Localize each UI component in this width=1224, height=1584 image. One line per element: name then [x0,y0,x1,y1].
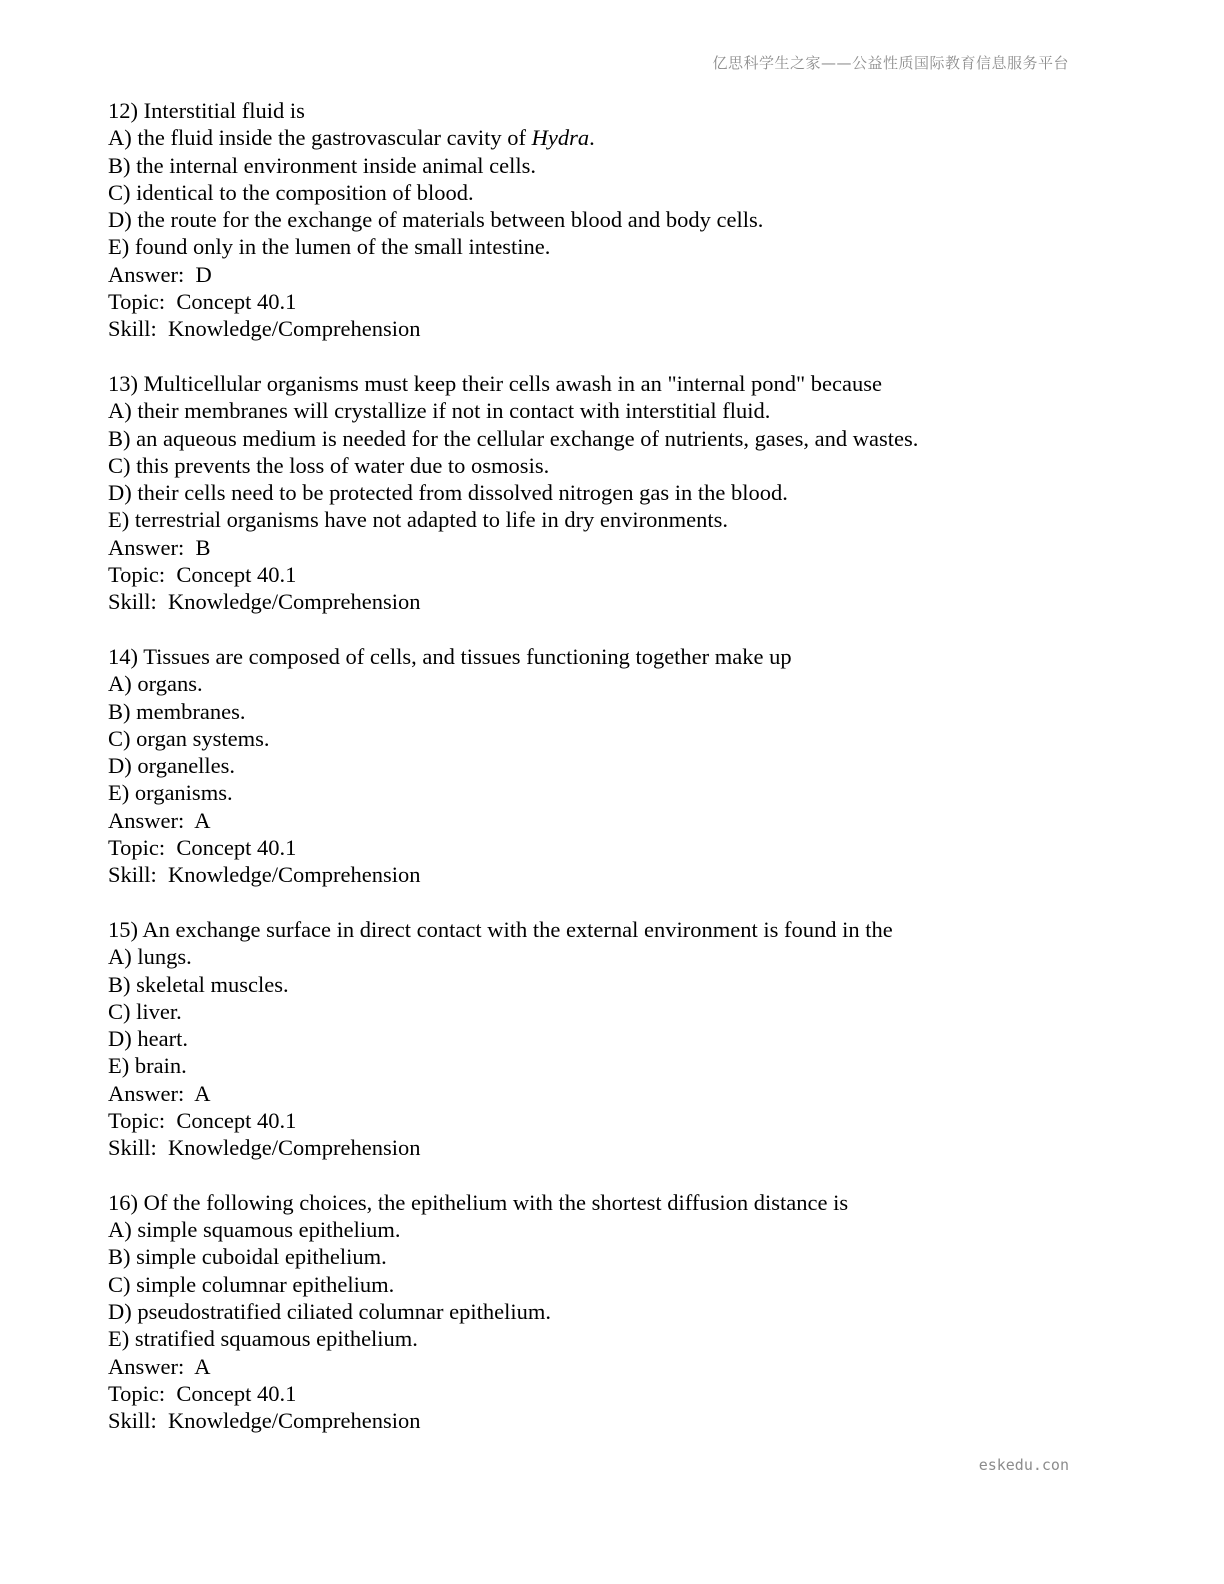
topic-value: Concept 40.1 [176,289,297,315]
topic-line: Topic: Concept 40.1 [108,1107,297,1133]
answer-line: Answer: D [108,261,212,287]
skill-line: Skill: Knowledge/Comprehension [108,1408,421,1434]
skill-value: Knowledge/Comprehension [168,1135,421,1161]
answer-line: Answer: A [108,1353,211,1379]
option-b: B) skeletal muscles. [108,971,289,997]
page-header-site-text: 亿思科学生之家——公益性质国际教育信息服务平台 [712,54,1069,72]
option-c: C) simple columnar epithelium. [108,1271,395,1297]
answer-value: A [194,1353,211,1379]
option-a: A) the fluid inside the gastrovascular cavity of Hydra. [108,125,595,151]
option-d: D) organelles. [108,753,236,779]
option-e: E) stratified squamous epithelium. [108,1326,418,1352]
answer-line: Answer: A [108,807,211,833]
topic-line: Topic: Concept 40.1 [108,289,297,315]
question-list [108,97,1118,1462]
topic-line: Topic: Concept 40.1 [108,1380,297,1406]
page-footer-url: eskedu.con [978,1456,1069,1474]
question-item-14 [108,643,1118,889]
topic-line: Topic: Concept 40.1 [108,835,297,861]
option-e: E) terrestrial organisms have not adapted to life in dry environments. [108,507,729,533]
topic-value: Concept 40.1 [176,1380,297,1406]
skill-line: Skill: Knowledge/Comprehension [108,316,421,342]
answer-value: A [194,807,211,833]
question-stem: 15) An exchange surface in direct contact with the external environment is found in the [108,916,893,942]
option-e: E) organisms. [108,780,233,806]
option-b: B) membranes. [108,698,246,724]
option-e: E) found only in the lumen of the small intestine. [108,234,551,260]
option-b: B) the internal environment inside animal cells. [108,152,537,178]
skill-value: Knowledge/Comprehension [168,589,421,615]
question-item-15 [108,916,1118,1162]
skill-line: Skill: Knowledge/Comprehension [108,1135,421,1161]
question-stem: 14) Tissues are composed of cells, and tissues functioning together make up [108,643,792,669]
option-a: A) lungs. [108,944,192,970]
option-c: C) this prevents the loss of water due to osmosis. [108,452,550,478]
skill-line: Skill: Knowledge/Comprehension [108,589,421,615]
option-e: E) brain. [108,1053,187,1079]
question-item-16 [108,1189,1118,1435]
skill-value: Knowledge/Comprehension [168,316,421,342]
option-b: B) simple cuboidal epithelium. [108,1244,387,1270]
answer-value: D [195,261,212,287]
option-d: D) pseudostratified ciliated columnar epithelium. [108,1299,551,1325]
answer-line: Answer: B [108,534,211,560]
skill-line: Skill: Knowledge/Comprehension [108,862,421,888]
question-item-13 [108,370,1118,616]
question-stem: 12) Interstitial fluid is [108,98,305,123]
option-a: A) organs. [108,671,203,697]
answer-value: A [194,1080,211,1106]
answer-line: Answer: A [108,1080,211,1106]
topic-value: Concept 40.1 [176,1107,297,1133]
option-d: D) heart. [108,1026,188,1052]
option-d: D) their cells need to be protected from dissolved nitrogen gas in the blood. [108,480,788,506]
question-stem: 16) Of the following choices, the epithelium with the shortest diffusion distance is [108,1189,849,1215]
question-stem: 13) Multicellular organisms must keep their cells awash in an "internal pond" because [108,370,882,396]
option-c: C) identical to the composition of blood. [108,179,474,205]
question-item-12 [108,97,1118,343]
option-c: C) organ systems. [108,725,270,751]
topic-line: Topic: Concept 40.1 [108,562,297,588]
option-b: B) an aqueous medium is needed for the cellular exchange of nutrients, gases, and wastes. [108,425,919,451]
skill-value: Knowledge/Comprehension [168,1408,421,1434]
option-c: C) liver. [108,998,182,1024]
skill-value: Knowledge/Comprehension [168,862,421,888]
option-a: A) their membranes will crystallize if not in contact with interstitial fluid. [108,398,771,424]
option-a: A) simple squamous epithelium. [108,1217,401,1243]
italic-term: Hydra [531,125,590,151]
option-d: D) the route for the exchange of materials between blood and body cells. [108,207,764,233]
answer-value: B [195,534,211,560]
topic-value: Concept 40.1 [176,835,297,861]
topic-value: Concept 40.1 [176,562,297,588]
